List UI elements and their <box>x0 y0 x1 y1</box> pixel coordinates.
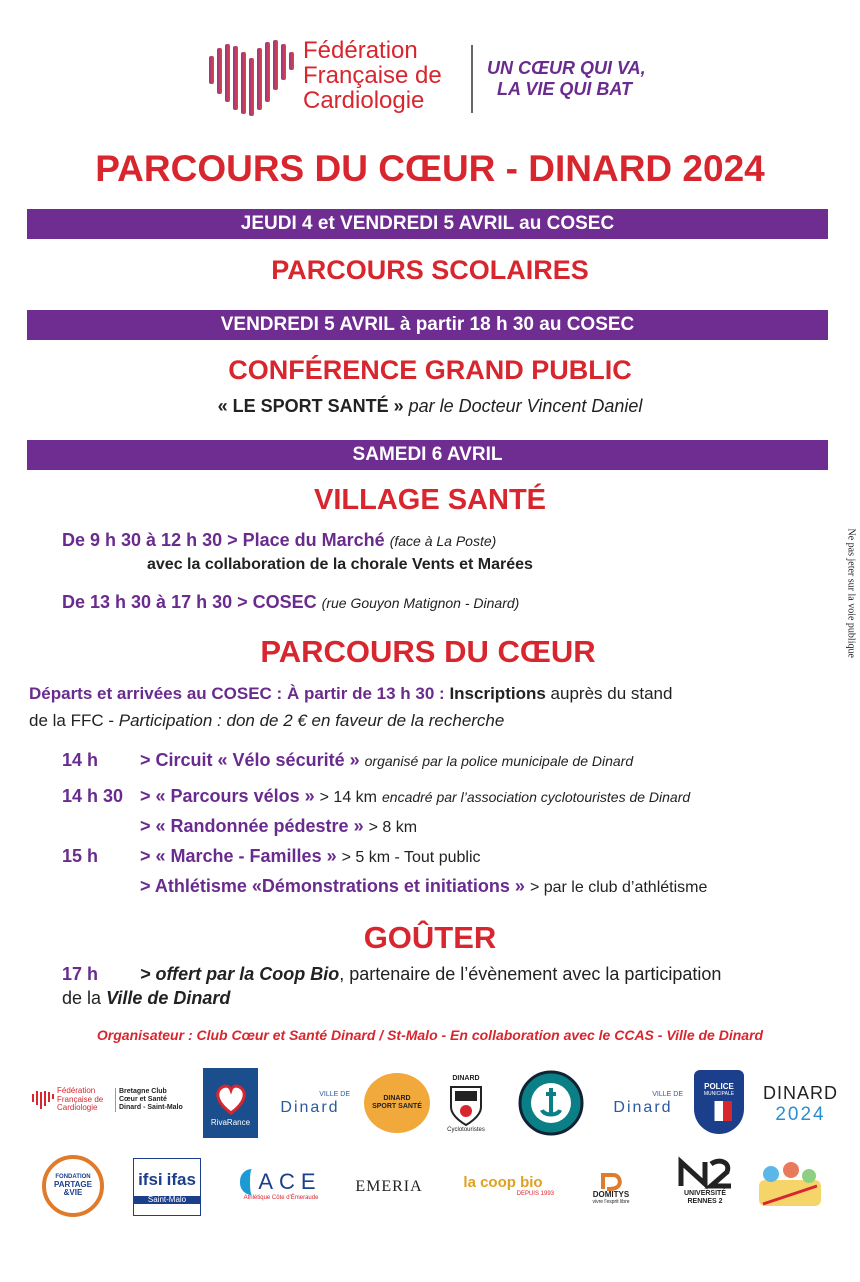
program-time: 15 h <box>62 846 99 866</box>
gouter-line2-a: de la <box>62 988 102 1008</box>
parcours-intro2 <box>29 711 504 731</box>
date-bar-scolaires: JEUDI 4 et VENDREDI 5 AVRIL au COSEC <box>27 209 828 239</box>
logo-rivarance <box>203 1068 258 1138</box>
gouter-rest: , partenaire de l’évènement avec la participation <box>339 964 722 984</box>
police-name: MUNICIPALE <box>703 1090 735 1097</box>
heading-parcours-coeur: PARCOURS DU CŒUR <box>260 634 596 669</box>
program-main: > Circuit « Vélo sécurité » <box>140 750 360 770</box>
header-divider <box>471 45 473 113</box>
logo-coop-bio <box>452 1168 554 1204</box>
talk-title: « LE SPORT SANTÉ » <box>217 396 404 416</box>
page-title: PARCOURS DU CŒUR - DINARD 2024 <box>95 148 765 189</box>
slot2-time: De 13 h 30 à 17 h 30 > COSEC <box>62 592 317 612</box>
sport-label: DINARD <box>383 1095 411 1103</box>
village-slot1-sub: avec la collaboration de la chorale Vents et Marées <box>147 556 533 573</box>
program-main: > « Randonnée pédestre » <box>140 816 364 836</box>
heading-gouter: GOÛTER <box>363 920 497 955</box>
intro-rest: auprès du stand <box>550 684 673 703</box>
intro-inscriptions: Inscriptions <box>449 684 546 703</box>
gouter-bold: > offert par la Coop Bio <box>140 964 340 984</box>
intro2-a: de la FFC - <box>29 711 115 730</box>
logo-domitys <box>580 1165 642 1211</box>
program-main: > « Marche - Familles » <box>140 846 337 866</box>
slot1-note: (face à La Poste) <box>389 533 497 549</box>
logo-club-text: Bretagne Club Cœur et Santé Dinard - Saint-Malo <box>115 1088 185 1111</box>
heading-conference: CONFÉRENCE GRAND PUBLIC <box>228 355 632 385</box>
police-stripe <box>706 1101 732 1121</box>
logo-ffc-text: Fédération Française de Cardiologie <box>57 1085 104 1113</box>
logo-dinard-emblem <box>518 1070 584 1136</box>
domitys-icon <box>599 1171 623 1191</box>
intro-bold: Départs et arrivées au COSEC : À partir de 13 h 30 : <box>29 684 445 703</box>
slogan <box>487 58 646 100</box>
conference-talk <box>0 396 860 417</box>
dinard-year: 2024 <box>775 1103 826 1125</box>
rennes2-icon <box>675 1156 735 1190</box>
intro2-b: Participation : don de 2 € en faveur de la recherche <box>118 711 505 730</box>
program-detail: > 5 km - Tout public <box>341 849 481 866</box>
slogan-line1: UN CŒUR QUI VA, <box>487 58 646 78</box>
village-slot2 <box>62 592 519 613</box>
ifsi-row <box>138 1170 196 1190</box>
dinard-label: DINARD <box>762 1082 838 1103</box>
fondation-name2: &VIE <box>63 1188 83 1198</box>
date-bar-samedi: SAMEDI 6 AVRIL <box>27 440 828 470</box>
program-time: 14 h <box>62 750 99 770</box>
crest-icon <box>449 1083 483 1127</box>
cyclo-name: Cyclotouristes <box>447 1126 485 1133</box>
fondation-name: PARTAGE <box>54 1179 92 1189</box>
gouter-time: 17 h <box>62 964 99 984</box>
emeria-name: EMERIA <box>355 1178 423 1195</box>
ffc-name-line1: Fédération <box>303 37 418 64</box>
ffc-name-line3: Cardiologie <box>303 87 425 114</box>
program-note: organisé par la police municipale de Dinard <box>364 753 634 769</box>
logo-dinard-sport-sante <box>364 1073 430 1133</box>
logo-ffc-club <box>32 1085 187 1115</box>
gouter-line1 <box>140 964 721 985</box>
police-label: POLICE <box>704 1081 734 1091</box>
logo-police-municipale <box>694 1070 744 1134</box>
anchor-emblem-icon <box>518 1070 584 1136</box>
slogan-line2: LA VIE QUI BAT <box>497 79 632 99</box>
program-item <box>140 876 707 897</box>
program-main: > « Parcours vélos » <box>140 786 315 806</box>
ifas-text: ifas <box>166 1169 196 1189</box>
sport-name: SPORT SANTÉ <box>372 1103 422 1110</box>
logo-universite-rennes2 <box>670 1150 740 1212</box>
ville-label: VILLE DE <box>319 1091 350 1099</box>
ffc-logo <box>205 38 475 120</box>
program-main: > Athlétisme «Démonstrations et initiations » <box>140 876 525 896</box>
logo-fondation-partage-vie <box>42 1155 104 1217</box>
coop-name: la coop bio <box>463 1174 543 1192</box>
ace-name: ACE <box>240 1169 321 1195</box>
program-detail: > 8 km <box>368 819 418 836</box>
domitys-sub: vivre l'esprit libre <box>592 1198 630 1205</box>
gouter-line2-b: Ville de Dinard <box>106 988 231 1008</box>
domitys-name: DOMITYS <box>592 1189 630 1199</box>
program-note: encadré par l’association cyclotouristes de Dinard <box>382 789 691 805</box>
stmalo-text: Saint-Malo <box>134 1196 200 1205</box>
ville-name: Dinard <box>280 1098 340 1116</box>
ffc-name-line2: Française de <box>303 62 442 89</box>
parcours-intro <box>29 684 672 704</box>
village-slot1 <box>62 530 496 551</box>
logo-dinard-2024 <box>758 1080 843 1128</box>
ifsi-text: ifsi <box>138 1169 163 1189</box>
slot2-note: (rue Gouyon Matignon - Dinard) <box>321 595 520 611</box>
fondation-label: FONDATION <box>55 1173 91 1180</box>
program-item <box>140 816 417 837</box>
ville-name: Dinard <box>613 1098 673 1116</box>
univ-label: UNIVERSITÉ <box>683 1190 726 1198</box>
gouter-line2 <box>62 988 230 1009</box>
festive-illustration-icon <box>755 1160 825 1212</box>
program-detail: > par le club d’athlétisme <box>529 879 708 896</box>
logo-ville-dinard-1 <box>270 1088 350 1120</box>
program-item <box>140 846 481 867</box>
logo-ifsi-ifas <box>133 1158 201 1216</box>
logo-rivarance-text: RivaRance <box>210 1117 251 1127</box>
heart-icon <box>211 1079 251 1119</box>
heading-village-sante: VILLAGE SANTÉ <box>313 484 546 516</box>
side-note: Ne pas jeter sur la voie publique <box>845 528 857 658</box>
program-item <box>140 786 690 807</box>
heading-parcours-scolaires: PARCOURS SCOLAIRES <box>271 255 589 285</box>
date-bar-conference: VENDREDI 5 AVRIL à partir 18 h 30 au COSEC <box>27 310 828 340</box>
logo-ville-dinard-2 <box>603 1088 683 1120</box>
heart-bars-icon <box>32 1090 54 1110</box>
cyclo-label: DINARD <box>452 1074 480 1082</box>
logo-cyclotouristes <box>444 1068 488 1140</box>
program-time: 14 h 30 <box>62 786 124 806</box>
program-item <box>140 750 633 771</box>
coop-sub: DEPUIS 1993 <box>516 1191 554 1198</box>
program-detail: > 14 km <box>319 789 377 806</box>
logo-illustration <box>755 1160 825 1212</box>
talk-speaker: par le Docteur Vincent Daniel <box>408 396 643 416</box>
logo-ace <box>222 1165 340 1205</box>
slot1-time: De 9 h 30 à 12 h 30 > Place du Marché <box>62 530 385 550</box>
heart-bars-icon <box>205 38 297 118</box>
ville-label: VILLE DE <box>652 1091 683 1099</box>
logo-emeria <box>350 1172 428 1202</box>
univ-name: RENNES 2 <box>687 1198 723 1205</box>
ace-sub: Athlétique Côte d'Émeraude <box>243 1194 319 1201</box>
organisateur: Organisateur : Club Cœur et Santé Dinard / St-Malo - En collaboration avec le CCAS - Ville de Dinard <box>96 1027 764 1043</box>
